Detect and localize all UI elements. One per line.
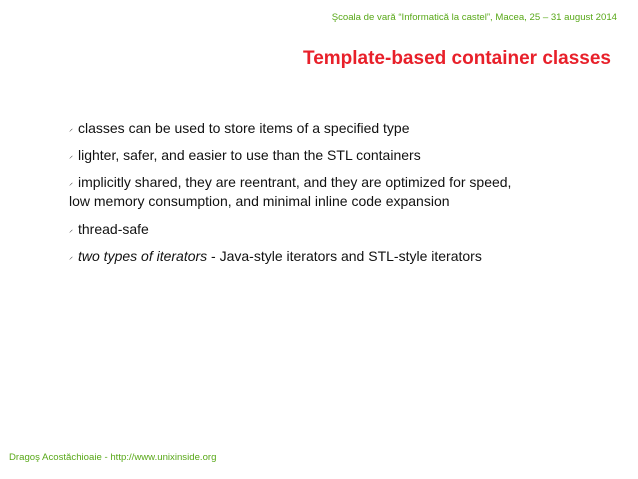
header-note: Şcoala de vară “Informatică la castel”, Macea, 25 – 31 august 2014 <box>331 12 617 23</box>
bullet-item <box>69 247 599 266</box>
bullet-item <box>69 173 599 211</box>
bullet-item <box>69 146 599 165</box>
slide-title: Template-based container classes <box>303 48 611 69</box>
bullet-marker: ⸝ <box>69 124 73 133</box>
bullet-text: - Java-style iterators and STL-style iterators <box>207 248 482 264</box>
bullet-text: implicitly shared, they are reentrant, and they are optimized for speed, low memory consumption, and minimal inline code expansion <box>69 174 512 209</box>
bullet-item <box>69 119 599 138</box>
bullet-marker: ⸝ <box>69 252 73 261</box>
footer-note: Dragoş Acostăchioaie - http://www.unixinside.org <box>9 452 217 463</box>
bullet-marker: ⸝ <box>69 151 73 160</box>
bullet-text: lighter, safer, and easier to use than the STL containers <box>78 147 421 163</box>
bullet-text: classes can be used to store items of a specified type <box>78 120 410 136</box>
bullet-text: thread-safe <box>78 221 149 237</box>
bullet-marker: ⸝ <box>69 225 73 234</box>
bullet-item <box>69 220 599 239</box>
bullet-list <box>69 119 599 274</box>
bullet-marker: ⸝ <box>69 178 73 187</box>
bullet-emphasis: two types of iterators <box>78 248 208 264</box>
